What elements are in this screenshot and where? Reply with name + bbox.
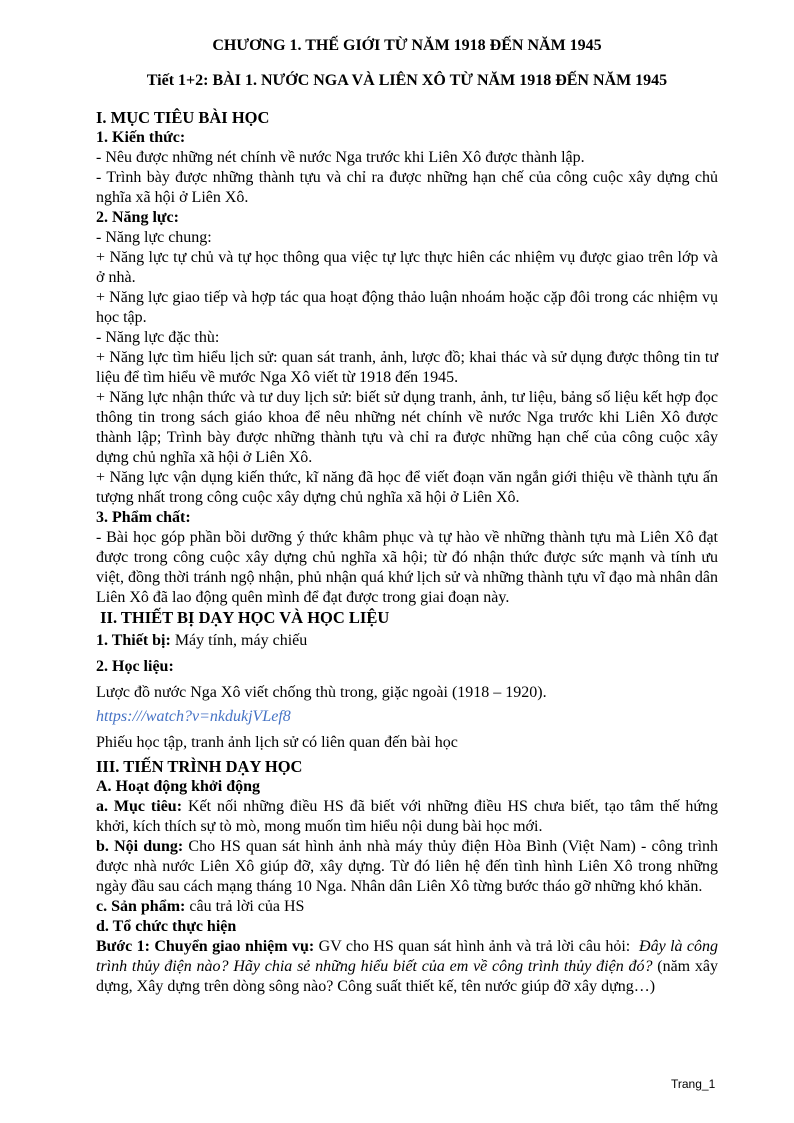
- organization-title: d. Tổ chức thực hiện: [96, 918, 237, 935]
- paragraph: - Năng lực đặc thù:: [96, 329, 220, 346]
- equipment-label: 1. Thiết bị:: [96, 632, 171, 649]
- paragraph: [96, 897, 718, 917]
- paragraph: - Trình bày được những thành tựu và chỉ ra được những hạn chế của công cuộc xây dựng chủ nghĩa xã hội ở Liên Xô.: [96, 169, 718, 206]
- paragraph: [96, 837, 718, 897]
- paragraph: [96, 937, 718, 997]
- activity-title: A. Hoạt động khởi động: [96, 778, 261, 795]
- paragraph: Phiếu học tập, tranh ảnh lịch sử có liên quan đến bài học: [96, 734, 458, 751]
- paragraph: [96, 797, 718, 837]
- subsection-title-competence: 2. Năng lực:: [96, 209, 179, 226]
- goal-text: Kết nối những điều HS đã biết với những điều HS chưa biết, tạo tâm thế hứng khởi, kích thích sự tò mò, mong muốn tìm hiểu nội dung bài học mới.: [96, 798, 719, 835]
- lesson-title: Tiết 1+2: BÀI 1. NƯỚC NGA VÀ LIÊN XÔ TỪ NĂM 1918 ĐẾN NĂM 1945: [146, 72, 668, 89]
- document-body: [96, 108, 718, 997]
- paragraph: Lược đồ nước Nga Xô viết chống thù trong, giặc ngoài (1918 – 1920).: [96, 684, 547, 701]
- subsection-title-knowledge: 1. Kiến thức:: [96, 129, 186, 146]
- paragraph: + Năng lực giao tiếp và hợp tác qua hoạt động thảo luận nhoám hoặc cặp đôi trong các nhiệm vụ học tập.: [96, 289, 718, 326]
- subsection-title-materials: 2. Học liệu:: [96, 658, 174, 675]
- subsection-title-quality: 3. Phẩm chất:: [96, 509, 191, 526]
- content-text: Cho HS quan sát hình ảnh nhà máy thủy điện Hòa Bình (Việt Nam) - công trình được nhà nước Liên Xô giúp đỡ, xây dựng. Từ đó liên hệ đến tình hình Liên Xô trong những ngày đầu sau cách mạng tháng 10 Nga. Nhân dân Liên Xô từng bước tháo gỡ những khó khăn.: [96, 838, 719, 895]
- paragraph: + Năng lực nhận thức và tư duy lịch sử: biết sử dụng tranh, ảnh, tư liệu, bảng số liệu kết hợp đọc thông tin trong sách giáo khoa để nêu những nét chính về nước Nga trước khi Liên Xô được thành lập; Trình bày được những thành tựu và chỉ ra được những hạn chế của công cuộc xây dựng chủ nghĩa xã hội ở Liên Xô.: [96, 389, 718, 466]
- section-title-objectives: I. MỤC TIÊU BÀI HỌC: [96, 108, 270, 127]
- video-link[interactable]: https:///watch?v=nkdukjVLef8: [96, 708, 291, 725]
- paragraph: - Nêu được những nét chính về nước Nga trước khi Liên Xô được thành lập.: [96, 149, 585, 166]
- paragraph: - Năng lực chung:: [96, 229, 212, 246]
- product-text: câu trả lời của HS: [185, 898, 305, 915]
- paragraph: + Năng lực tự chủ và tự học thông qua việc tự lực thực hiên các nhiệm vụ được giao trên lớp và ở nhà.: [96, 249, 718, 286]
- paragraph: + Năng lực tìm hiểu lịch sử: quan sát tranh, ảnh, lược đồ; khai thác và sử dụng được thông tin tư liệu để tìm hiểu về mước Nga Xô viết từ 1918 đến 1945.: [96, 349, 718, 386]
- paragraph: + Năng lực vận dụng kiến thức, kĩ năng đã học để viết đoạn văn ngắn giới thiệu về thành tựu ấn tượng nhất trong công cuộc xây dựng chủ nghĩa xã hội ở Liên Xô.: [96, 469, 718, 506]
- product-label: c. Sản phẩm:: [96, 898, 186, 915]
- step1-tail: (năm xây dựng, Xây dựng trên dòng sông nào? Công suất thiết kế, tên nước giúp đỡ xây dựng…): [96, 958, 718, 995]
- paragraph: [96, 631, 718, 651]
- equipment-text: Máy tính, máy chiếu: [170, 632, 308, 649]
- content-label: b. Nội dung:: [96, 838, 184, 855]
- goal-label: a. Mục tiêu:: [96, 798, 183, 815]
- step1-label: Bước 1: Chuyển giao nhiệm vụ:: [96, 938, 315, 955]
- step1-text: GV cho HS quan sát hình ảnh và trả lời câu hỏi:: [314, 938, 640, 955]
- section-title-process: III. TIẾN TRÌNH DẠY HỌC: [96, 757, 303, 776]
- step1-question: Đây là công trình thủy điện nào? Hãy chia sẻ những hiểu biết của em về công trình thủy điện đó?: [96, 938, 719, 975]
- section-title-equipment: II. THIẾT BỊ DẠY HỌC VÀ HỌC LIỆU: [96, 608, 390, 627]
- paragraph: - Bài học góp phần bồi dưỡng ý thức khâm phục và tự hào về những thành tựu mà Liên Xô đạt được trong công cuộc xây dựng chủ nghĩa xã hội; từ đó nhận thức được sức mạnh và tính ưu việt, đồng thời tránh ngộ nhận, phủ nhận quá khứ lịch sử và những thành tựu vĩ đạo mà nhân dân Liên Xô đã lao động quên mình để đạt được trong giai đoạn này.: [96, 529, 718, 606]
- page-number: Trang_1: [671, 1077, 716, 1091]
- chapter-title: CHƯƠNG 1. THẾ GIỚI TỪ NĂM 1918 ĐẾN NĂM 1945: [212, 37, 602, 54]
